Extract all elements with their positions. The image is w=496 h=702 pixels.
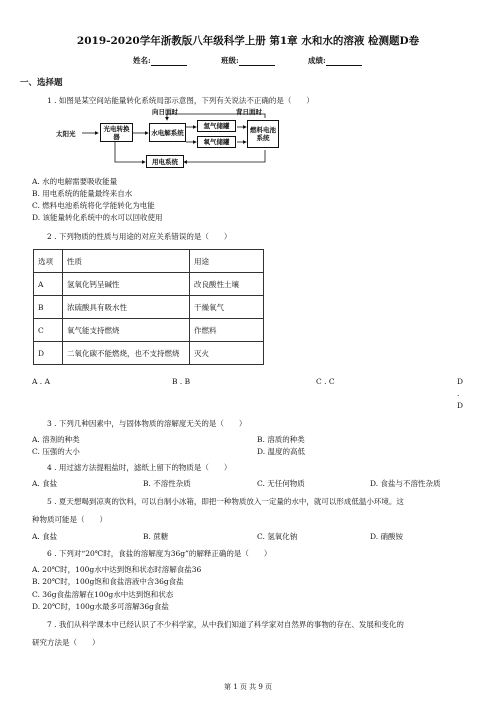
table-row xyxy=(34,319,264,342)
table-header-cell: 选项 xyxy=(34,250,63,273)
question-2-stem: 2 . 下列物质的性质与用途的对应关系错误的是（ ） xyxy=(47,232,232,241)
class-label: 班级: xyxy=(221,56,239,65)
question-7-stem-cont: 研究方法是（ ） xyxy=(32,638,100,647)
load-system-box: 用电系统 xyxy=(146,155,184,168)
q6-option-c[interactable]: C. 36g食盐溶解在100g水中达到饱和状态 xyxy=(32,590,174,599)
q2-option-c[interactable]: C . C xyxy=(316,377,335,386)
q1-option-d[interactable]: D. 该能量转化系统中的水可以回收使用 xyxy=(32,213,163,222)
oxygen-tank-box: 氧气储罐 xyxy=(197,136,236,148)
q4-option-c[interactable]: C. 无任何物质 xyxy=(257,479,305,488)
q2-option-d-dot: . xyxy=(457,389,460,398)
q1-option-c[interactable]: C. 燃料电池系统将化学能转化为电能 xyxy=(32,201,155,210)
q6-option-a[interactable]: A. 20℃时，100g水中达到饱和状态时溶解食盐36 xyxy=(32,565,202,574)
q5-option-b[interactable]: B. 蔗糖 xyxy=(143,532,169,541)
shade-side-label: 背日面时 xyxy=(236,108,262,116)
q1-option-a[interactable]: A. 水的电解需要吸收能量 xyxy=(32,177,118,186)
class-field xyxy=(221,55,275,66)
table-cell: 干燥氧气 xyxy=(190,296,264,319)
electrolysis-system-box: 水电解系统 xyxy=(149,123,186,142)
table-header-cell: 用途 xyxy=(190,250,264,273)
page-footer: 第 1 页 共 9 页 xyxy=(223,683,273,691)
name-label: 姓名: xyxy=(133,56,151,65)
page-title: 2019-2020学年浙教版八年级科学上册 第1章 水和水的溶液 检测题D卷 xyxy=(76,35,420,47)
question-5-stem: 5 . 夏天想喝到凉爽的饮料，可以自制小冰箱，即把一种物质放入一定量的水中，就可以形成低温小环境。这 xyxy=(47,497,404,506)
name-blank[interactable] xyxy=(151,56,187,66)
property-use-table xyxy=(33,249,264,365)
sun-side-label: 向日面时 xyxy=(152,108,178,116)
table-cell: 氢氧化钙呈碱性 xyxy=(63,273,190,296)
class-blank[interactable] xyxy=(239,56,275,66)
fuel-cell-box: 燃料电池系统 xyxy=(247,120,279,148)
q5-option-d[interactable]: D. 硝酸铵 xyxy=(370,532,404,541)
score-label: 成绩: xyxy=(308,56,326,65)
table-row xyxy=(34,273,264,296)
q2-option-a[interactable]: A . A xyxy=(32,377,50,386)
question-1-stem: 1 . 如图是某空间站能量转化系统局部示意图，下列有关说法不正确的是（ ） xyxy=(47,96,314,105)
table-row xyxy=(34,296,264,319)
score-blank[interactable] xyxy=(326,56,362,66)
question-5-stem-cont: 种物质可能是（ ） xyxy=(32,515,107,524)
photovoltaic-converter-box: 光电转换器 xyxy=(100,123,133,142)
question-7-stem: 7 . 我们从科学课本中已经认识了不少科学家，从中我们知道了科学家对自然界的事物的存在、发展和变化的 xyxy=(47,620,404,629)
question-4-stem: 4 . 用过滤方法提粗盐时，滤纸上留下的物质是（ ） xyxy=(47,463,232,472)
score-field xyxy=(308,55,362,66)
name-field xyxy=(133,55,187,66)
question-6-stem: 6 . 下列对“20℃时，食盐的溶解度为36g”的解释正确的是（ ） xyxy=(47,549,272,558)
question-3-stem: 3 . 下列几种因素中，与固体物质的溶解度无关的是（ ） xyxy=(47,419,247,428)
table-cell: C xyxy=(34,319,63,342)
table-row xyxy=(34,342,264,365)
section-heading: 一、选择题 xyxy=(20,78,63,88)
q3-option-b[interactable]: B. 溶质的种类 xyxy=(257,435,305,444)
q2-option-d-letter: D xyxy=(457,401,464,410)
table-cell: B xyxy=(34,296,63,319)
table-cell: 灭火 xyxy=(190,342,264,365)
q5-option-a[interactable]: A. 食盐 xyxy=(32,532,58,541)
table-cell: 作燃料 xyxy=(190,319,264,342)
q3-option-c[interactable]: C. 压强的大小 xyxy=(32,447,80,456)
q6-option-d[interactable]: D. 20℃时，100g水最多可溶解36g食盐 xyxy=(32,602,169,611)
q3-option-d[interactable]: D. 温度的高低 xyxy=(257,447,306,456)
q4-option-b[interactable]: B. 不溶性杂质 xyxy=(143,479,191,488)
q2-option-b[interactable]: B . B xyxy=(172,377,191,386)
table-cell: D xyxy=(34,342,63,365)
table-cell: A xyxy=(34,273,63,296)
q2-option-d[interactable]: D xyxy=(457,377,464,386)
table-cell: 二氧化碳不能燃烧，也不支持燃烧 xyxy=(63,342,190,365)
q4-option-d[interactable]: D. 食盐与不溶性杂质 xyxy=(370,479,441,488)
table-header-cell: 性质 xyxy=(63,250,190,273)
sunlight-label: 太阳光 xyxy=(56,130,76,138)
table-header-row xyxy=(34,250,264,273)
q3-option-a[interactable]: A. 溶剂的种类 xyxy=(32,435,80,444)
hydrogen-tank-box: 氢气储罐 xyxy=(197,120,236,132)
table-cell: 浓硫酸具有吸水性 xyxy=(63,296,190,319)
table-cell: 氧气能支持燃烧 xyxy=(63,319,190,342)
q4-option-a[interactable]: A. 食盐 xyxy=(32,479,58,488)
q5-option-c[interactable]: C. 氢氧化钠 xyxy=(257,532,298,541)
q1-option-b[interactable]: B. 用电系统的能量最终来自水 xyxy=(32,189,133,198)
q6-option-b[interactable]: B. 20℃时，100g饱和食盐溶液中含36g食盐 xyxy=(32,577,184,586)
table-cell: 改良酸性土壤 xyxy=(190,273,264,296)
